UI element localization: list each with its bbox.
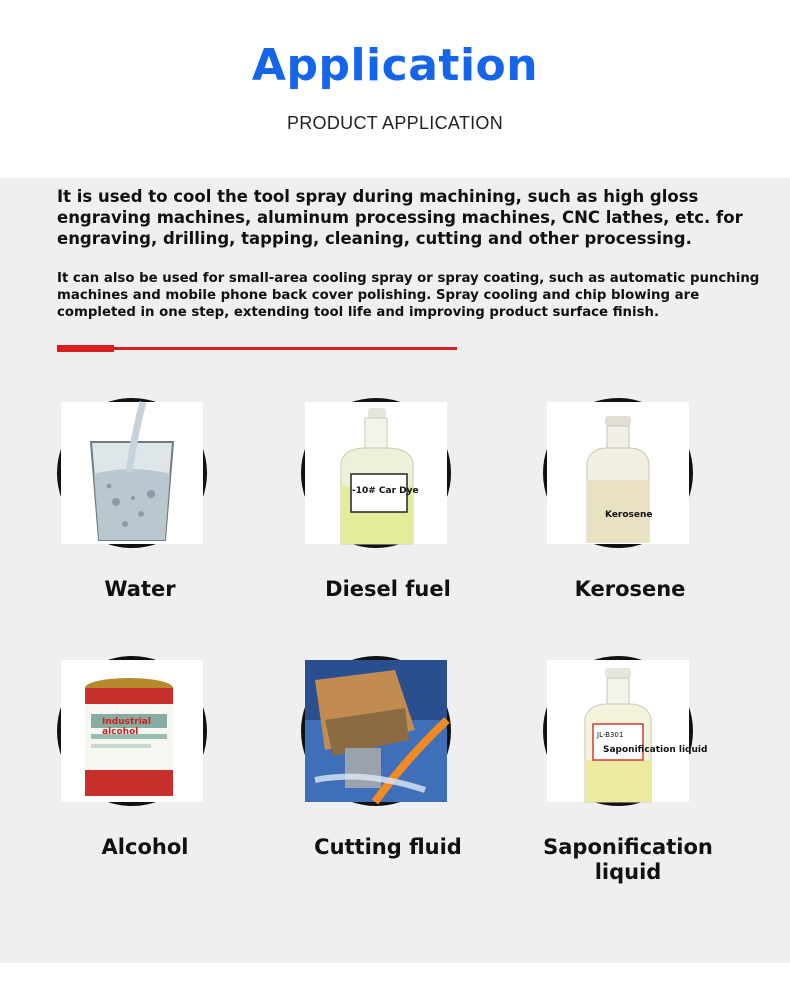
item-label-water: Water <box>104 577 176 601</box>
item-label-diesel: Diesel fuel <box>325 577 451 601</box>
item-label-kerosene: Kerosene <box>574 577 686 601</box>
saponification-bottle-icon <box>543 656 708 806</box>
footer-space <box>0 963 790 993</box>
intro-paragraph-1: It is used to cool the tool spray during machining, such as high gloss engraving machines, aluminum processing machines, CNC lathes, etc. for engraving, drilling, tapping, cleaning, cutting and other processing. <box>57 187 743 248</box>
saponification-image-label: Saponification liquid <box>603 745 708 755</box>
item-label-alcohol: Alcohol <box>101 835 189 859</box>
alcohol-image-label: Industrial alcohol <box>102 717 151 737</box>
alcohol-can-icon <box>57 656 207 806</box>
intro-paragraph-2: It can also be used for small-area cooling spray or spray coating, such as automatic punching machines and mobile phone back cover polishing. Spray cooling and chip blowing are completed in one step, extending tool life and improving product surface finish. <box>57 271 760 320</box>
kerosene-image-label: Kerosene <box>605 510 653 520</box>
kerosene-bottle-icon <box>543 398 693 548</box>
water-glass-icon <box>57 398 207 548</box>
diesel-bottle-icon <box>301 398 451 548</box>
item-label-cutting-fluid: Cutting fluid <box>314 835 462 859</box>
page-subtitle: PRODUCT APPLICATION <box>286 113 504 133</box>
item-label-saponification: Saponification liquid <box>543 835 713 884</box>
cutting-fluid-icon <box>301 656 451 806</box>
divider-line <box>57 347 457 350</box>
divider-accent <box>57 345 114 352</box>
diesel-image-label: -10# Car Dye <box>352 486 419 496</box>
saponification-image-tag: JL-B301 <box>597 731 624 739</box>
header-section <box>0 0 790 178</box>
page-title: Application <box>251 40 539 91</box>
